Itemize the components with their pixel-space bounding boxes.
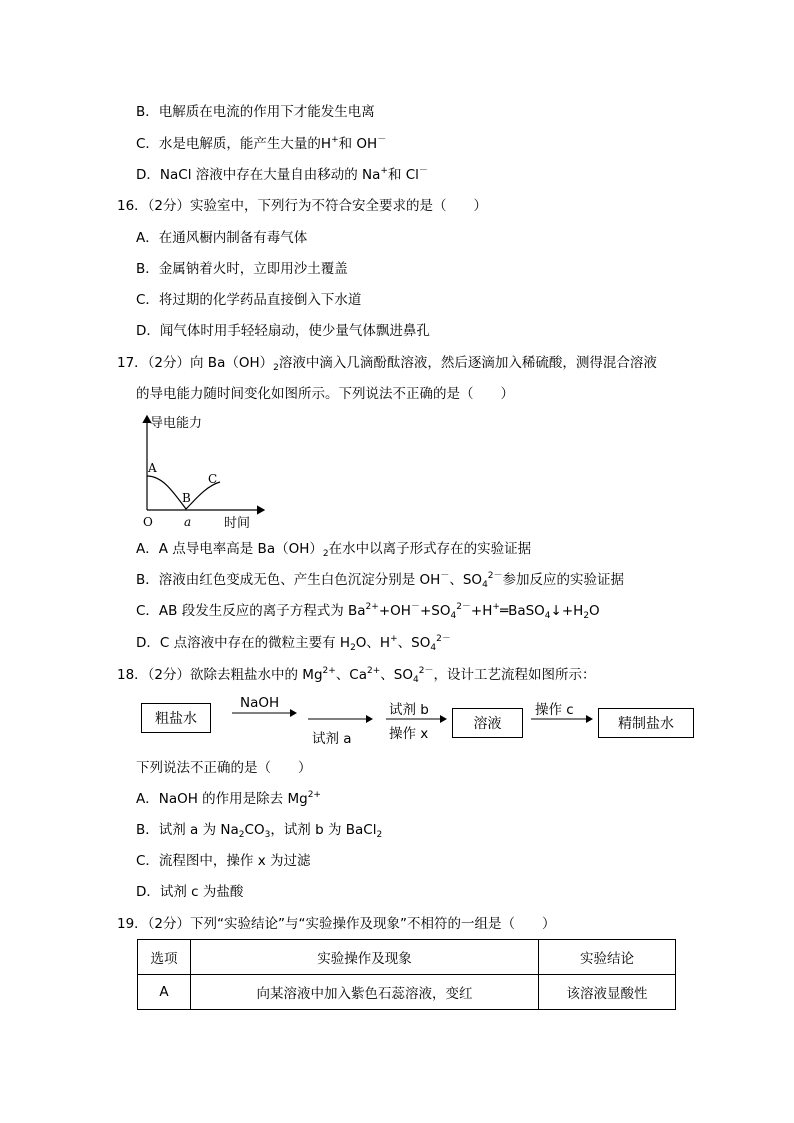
q15-option-d: D．NaCl 溶液中存在大量自由移动的 Na+和 Cl－ bbox=[136, 166, 428, 183]
header-conclusion: 实验结论 bbox=[539, 940, 676, 975]
flow-box-solution: 溶液 bbox=[452, 708, 523, 738]
q16-option-b: B．金属钠着火时，立即用沙土覆盖 bbox=[136, 261, 348, 277]
cell-conclusion: 该溶液显酸性 bbox=[539, 975, 676, 1010]
y-axis-label: 导电能力 bbox=[150, 416, 203, 431]
flow-box-refined-brine: 精制盐水 bbox=[598, 708, 694, 738]
cell-operation: 向某溶液中加入紫色石蕊溶液，变红 bbox=[191, 975, 539, 1010]
q18-option-d: D．试剂 c 为盐酸 bbox=[136, 884, 244, 900]
q17-stem-line2: 的导电能力随时间变化如图所示。下列说法不正确的是（ ） bbox=[136, 386, 514, 402]
q18-stem: 18．（2分）欲除去粗盐水中的 $Mg^{2+}$、$Ca^{2+}$、$SO_4^{2-}$，设计工艺流程如图所示： bbox=[117, 666, 596, 685]
q16-stem: 16．（2分）实验室中，下列行为不符合安全要求的是（ ） bbox=[117, 198, 488, 214]
q17-option-b: B．溶液由红色变成无色、产生白色沉淀分别是 OH－、$SO_4^{2-}$参加反应的实验证据 bbox=[136, 571, 625, 590]
header-option: 选项 bbox=[138, 940, 191, 975]
origin-label: O bbox=[143, 515, 153, 529]
point-a-label: A bbox=[148, 461, 157, 475]
flow-label-naoh: NaOH bbox=[240, 695, 280, 711]
q15-option-c: C．水是电解质，能产生大量的H+和 OH－ bbox=[136, 135, 387, 152]
cell-option: A bbox=[138, 975, 191, 1010]
q16-option-a: A．在通风橱内制备有毒气体 bbox=[136, 230, 308, 246]
q18-option-c: C．流程图中，操作 x 为过滤 bbox=[136, 853, 311, 869]
q16-option-c: C．将过期的化学药品直接倒入下水道 bbox=[136, 292, 362, 308]
experiment-table bbox=[137, 939, 676, 1010]
q18-prompt: 下列说法不正确的是（ ） bbox=[136, 760, 312, 776]
x-axis-label: 时间 bbox=[224, 516, 251, 531]
q17-option-a: A．A 点导电率高是 $Ba(OH)_2$在水中以离子形式存在的实验证据 bbox=[136, 541, 532, 559]
point-c-label: C bbox=[208, 472, 218, 486]
flow-label-reagent-b: 试剂 b bbox=[389, 702, 429, 718]
flow-label-operation-x: 操作 x bbox=[389, 726, 429, 742]
q15-option-b: B．电解质在电流的作用下才能发生电离 bbox=[136, 104, 375, 120]
q16-option-d: D．闻气体时用手轻轻扇动，使少量气体飘进鼻孔 bbox=[136, 323, 430, 339]
q18-option-b: B．试剂 a 为 $Na_2CO_3$，试剂 b 为 BaCl$_2$ bbox=[136, 822, 383, 840]
q19-stem: 19．（2分）下列“实验结论”与“实验操作及现象”不相符的一组是（ ） bbox=[117, 916, 556, 932]
q17-option-d: D．C 点溶液中存在的微粒主要有 $H_2O$、H+、$SO_4^{2-}$ bbox=[136, 634, 451, 653]
q17-option-c: C．AB 段发生反应的离子方程式为 $Ba^{2+}+OH^-+SO_4^{2-}+H^+═BaSO_4↓+H_2O$ bbox=[136, 602, 600, 621]
table-row bbox=[138, 975, 676, 1010]
q18-option-a: A．NaOH 的作用是除去 $Mg^{2+}$ bbox=[136, 790, 321, 807]
header-operation: 实验操作及现象 bbox=[191, 940, 539, 975]
flow-label-reagent-a: 试剂 a bbox=[312, 731, 352, 747]
x-tick-a: a bbox=[184, 515, 192, 529]
flow-label-operation-c: 操作 c bbox=[535, 702, 574, 718]
point-b-label: B bbox=[182, 491, 191, 505]
flow-box-crude-brine: 粗盐水 bbox=[141, 703, 211, 733]
table-header-row bbox=[138, 940, 676, 975]
q17-stem: 17．（2分）向 $Ba(OH)_2$溶液中滴入几滴酚酞溶液，然后逐滴加入稀硫酸，测得混合溶液 bbox=[117, 355, 657, 373]
